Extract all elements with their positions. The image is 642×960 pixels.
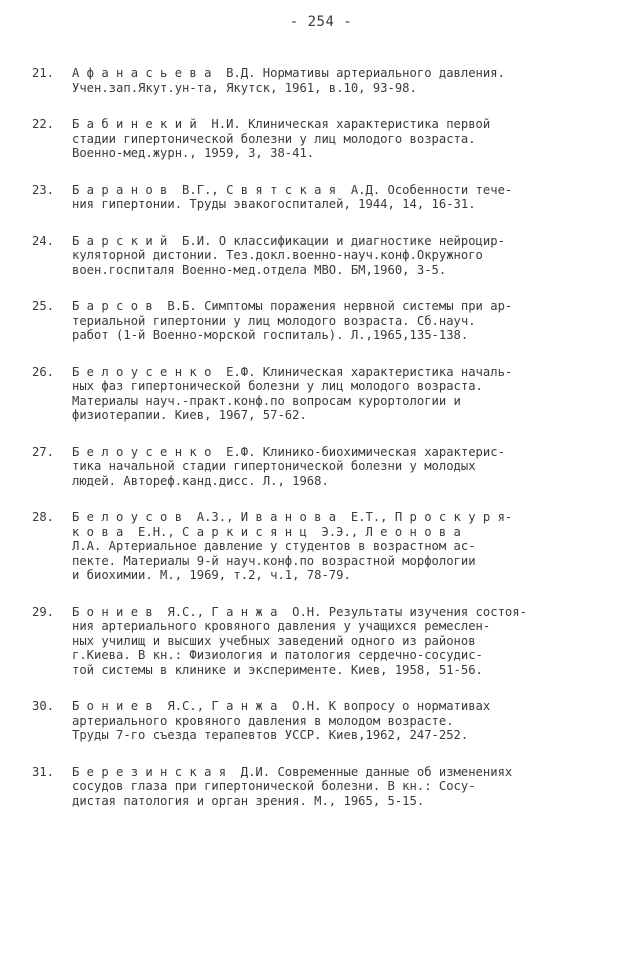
bibliography-entry	[32, 510, 617, 583]
entry-line: ния гипертонии. Труды эвакогоспиталей, 1944, 14, 16-31.	[72, 197, 476, 211]
entry-number: 21.	[32, 66, 55, 80]
entry-line: Б е р е з и н с к а я Д.И. Современные данные об изменениях	[72, 764, 513, 779]
entry-line: физиотерапии. Киев, 1967, 57-62.	[72, 408, 307, 422]
bibliography-entry	[32, 765, 617, 809]
bibliography-entry	[32, 183, 617, 212]
entry-text	[72, 605, 617, 678]
entry-line: ния артериального кровяного давления у учащихся ремеслен-	[72, 619, 491, 633]
bibliography-entry	[32, 445, 617, 489]
entry-line: сосудов глаза при гипертонической болезни. В кн.: Сосу-	[72, 779, 476, 793]
entry-number: 25.	[32, 299, 55, 313]
entry-line: Л.А. Артериальное давление у студентов в возрастном ас-	[72, 539, 476, 553]
entry-line: артериального кровяного давления в молодом возрасте.	[72, 713, 454, 728]
entry-line: работ (1-й Военно-морской госпиталь). Л.,1965,135-138.	[72, 328, 469, 342]
entry-line: Учен.зап.Якут.ун-та, Якутск, 1961, в.10, 93-98.	[72, 80, 417, 95]
entry-line: г.Киева. В кн.: Физиология и патология сердечно-сосудис-	[72, 648, 483, 662]
entry-line: ных училищ и высших учебных заведений одного из районов	[72, 633, 476, 648]
entry-number: 27.	[32, 444, 55, 459]
entry-line: тика начальной стадии гипертонической болезни у молодых	[72, 459, 476, 473]
entry-line: дистая патология и орган зрения. М., 1965, 5-15.	[72, 793, 425, 808]
bibliography-entry	[32, 605, 617, 678]
entry-line: териальной гипертонии у лиц молодого возраста. Сб.науч.	[72, 313, 476, 328]
entry-line: к о в а Е.Н., С а р к и с я н ц Э.Э., Л е о н о в а	[72, 524, 461, 539]
entry-text	[72, 510, 617, 583]
entry-line: Б е л о у с о в А.З., И в а н о в а Е.Т., П р о с к у р я-	[72, 510, 513, 524]
bibliography-entry	[32, 299, 617, 343]
entry-line: Б о н и е в Я.С., Г а н ж а О.Н. К вопросу о нормативах	[72, 699, 491, 713]
entry-line: воен.госпиталя Военно-мед.отдела МВО. БМ,1960, 3-5.	[72, 262, 447, 277]
entry-line: пекте. Материалы 9-й науч.конф.по возрастной морфологии	[72, 553, 476, 568]
entry-line: ных фаз гипертонической болезни у лиц молодого возраста.	[72, 379, 483, 393]
entry-line: Б е л о у с е н к о Е.Ф. Клиническая характеристика началь-	[72, 364, 513, 379]
entry-number: 30.	[32, 699, 55, 713]
entry-line: Военно-мед.журн., 1959, 3, 38-41.	[72, 146, 315, 160]
bibliography-entry	[32, 66, 617, 95]
entry-text	[72, 66, 617, 95]
bibliography-entry	[32, 234, 617, 278]
entry-number: 31.	[32, 764, 55, 779]
entry-text	[72, 234, 617, 278]
entry-text	[72, 365, 617, 423]
bibliography-entry	[32, 117, 617, 161]
bibliography-entry	[32, 699, 617, 743]
entry-line: той системы в клинике и эксперименте. Киев, 1958, 51-56.	[72, 662, 483, 677]
entry-text	[72, 699, 617, 743]
page-number: - 254 -	[289, 14, 353, 30]
entry-line: Б е л о у с е н к о Е.Ф. Клинико-биохимическая характерис-	[72, 444, 505, 459]
entry-text	[72, 445, 617, 489]
entry-line: стадии гипертонической болезни у лиц молодого возраста.	[72, 131, 476, 146]
entry-line: Б а р с к и й Б.И. О классификации и диагностике нейроцир-	[72, 233, 505, 248]
bibliography-list	[32, 66, 617, 830]
entry-number: 29.	[32, 604, 55, 619]
entry-number: 28.	[32, 510, 55, 524]
entry-text	[72, 117, 617, 161]
entry-number: 22.	[32, 117, 55, 131]
entry-line: Материалы науч.-практ.конф.по вопросам курортологии и	[72, 393, 461, 408]
entry-line: Б а р а н о в В.Г., С в я т с к а я А.Д. Особенности тече-	[72, 182, 513, 197]
entry-line: Б а б и н е к и й Н.И. Клиническая характеристика первой	[72, 117, 491, 131]
entry-line: Труды 7-го съезда терапевтов УССР. Киев,1962, 247-252.	[72, 728, 469, 742]
entry-line: Б а р с о в В.Б. Симптомы поражения нервной системы при ар-	[72, 299, 513, 313]
entry-line: и биохимии. М., 1969, т.2, ч.1, 78-79.	[72, 568, 351, 582]
entry-number: 24.	[32, 233, 55, 248]
entry-line: людей. Автореф.канд.дисс. Л., 1968.	[72, 473, 329, 488]
bibliography-entry	[32, 365, 617, 423]
entry-text	[72, 183, 617, 212]
entry-text	[72, 765, 617, 809]
entry-number: 26.	[32, 364, 55, 379]
entry-text	[72, 299, 617, 343]
entry-line: куляторной дистонии. Тез.докл.военно-науч.конф.Окружного	[72, 248, 483, 262]
entry-line: Б о н и е в Я.С., Г а н ж а О.Н. Результаты изучения состоя-	[72, 604, 527, 619]
entry-number: 23.	[32, 182, 55, 197]
entry-line: А ф а н а с ь е в а В.Д. Нормативы артериального давления.	[72, 66, 505, 80]
